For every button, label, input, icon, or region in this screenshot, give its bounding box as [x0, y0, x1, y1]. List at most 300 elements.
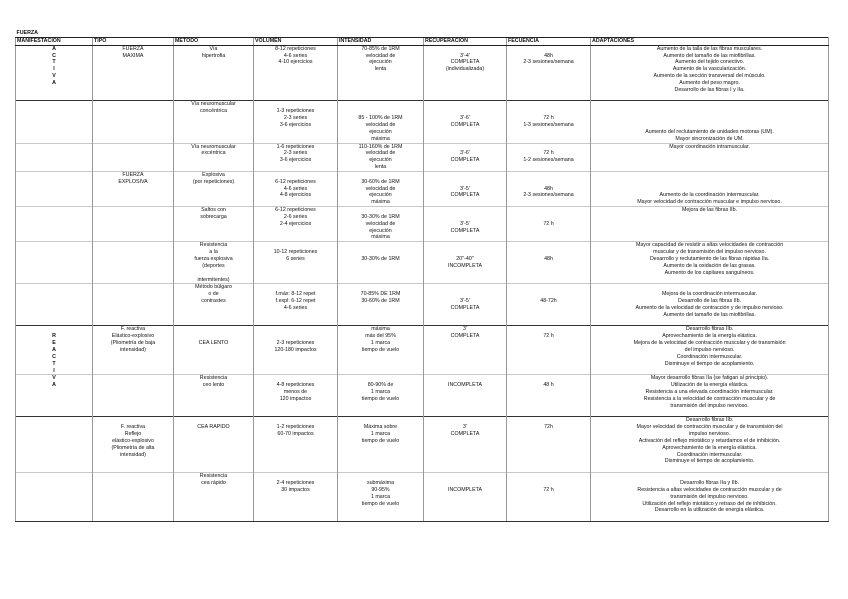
cell-tipo — [93, 94, 174, 101]
cell-metodo: Resistencia — [174, 375, 254, 382]
table-row — [16, 507, 829, 514]
cell-manifestacion — [16, 179, 93, 186]
cell-recuperacion — [424, 249, 507, 256]
cell-metodo: (deportes — [174, 263, 254, 270]
cell-intensidad — [338, 452, 424, 459]
cell-recuperacion — [424, 445, 507, 452]
cell-tipo — [93, 228, 174, 235]
cell-metodo — [174, 234, 254, 241]
title-row — [16, 30, 829, 37]
table-row — [16, 487, 829, 494]
cell-volumen — [254, 445, 338, 452]
cell-frecuencia — [507, 45, 591, 52]
cell-frecuencia — [507, 319, 591, 326]
cell-recuperacion: 20''-40'' — [424, 256, 507, 263]
cell-manifestacion — [16, 438, 93, 445]
cell-metodo — [174, 410, 254, 417]
cell-metodo — [174, 199, 254, 206]
cell-recuperacion: COMPLETA — [424, 157, 507, 164]
cell-recuperacion — [424, 291, 507, 298]
cell-volumen: 4-10 ejercicios — [254, 59, 338, 66]
cell-volumen — [254, 354, 338, 361]
cell-recuperacion — [424, 101, 507, 108]
cell-recuperacion — [424, 361, 507, 368]
cell-adaptaciones: Aumento de la talla de las fibras musculares. — [591, 45, 829, 52]
cell-metodo: Vía neuromuscular — [174, 143, 254, 150]
cell-volumen: 120-180 impactos — [254, 347, 338, 354]
cell-manifestacion — [16, 199, 93, 206]
cell-volumen: f.expl: 6-12 repet — [254, 298, 338, 305]
cell-tipo — [93, 66, 174, 73]
cell-manifestacion — [16, 228, 93, 235]
cell-volumen: 2-6 series — [254, 214, 338, 221]
cell-frecuencia — [507, 312, 591, 319]
cell-intensidad — [338, 249, 424, 256]
cell-intensidad: 110-160% de 1RM — [338, 143, 424, 150]
cell-adaptaciones: Aumento de los capilares sanguíneos. — [591, 270, 829, 277]
cell-metodo: excéntrica — [174, 150, 254, 157]
cell-frecuencia — [507, 501, 591, 508]
cell-intensidad — [338, 277, 424, 284]
table-row — [16, 94, 829, 101]
cell-volumen: 4-6 series — [254, 305, 338, 312]
cell-tipo: intensidad) — [93, 347, 174, 354]
cell-tipo: intensidad) — [93, 452, 174, 459]
cell-intensidad: máxima — [338, 234, 424, 241]
cell-volumen — [254, 263, 338, 270]
header-recuperacion: RECUPERACIÓN — [424, 37, 507, 45]
cell-tipo — [93, 361, 174, 368]
cell-metodo — [174, 514, 254, 521]
cell-intensidad — [338, 354, 424, 361]
cell-adaptaciones: Resistencia a la velocidad de contracción muscular y de — [591, 396, 829, 403]
cell-recuperacion: INCOMPLETA — [424, 487, 507, 494]
cell-adaptaciones: Aumento del peso magro. — [591, 80, 829, 87]
cell-manifestacion — [16, 473, 93, 480]
cell-recuperacion — [424, 242, 507, 249]
cell-intensidad — [338, 403, 424, 410]
cell-intensidad — [338, 270, 424, 277]
cell-frecuencia: 72h — [507, 424, 591, 431]
cell-metodo — [174, 501, 254, 508]
cell-manifestacion — [16, 242, 93, 249]
cell-frecuencia — [507, 452, 591, 459]
cell-tipo — [93, 59, 174, 66]
cell-recuperacion — [424, 87, 507, 94]
cell-recuperacion — [424, 143, 507, 150]
cell-volumen — [254, 270, 338, 277]
cell-frecuencia: 72 h — [507, 115, 591, 122]
cell-tipo: Elástico-explosivo — [93, 333, 174, 340]
cell-adaptaciones: Aumento de la oxidación de las grasas. — [591, 263, 829, 270]
cell-tipo — [93, 199, 174, 206]
table-row — [16, 221, 829, 228]
cell-manifestacion — [16, 480, 93, 487]
cell-recuperacion — [424, 214, 507, 221]
cell-frecuencia: 1-2 sesiones/semana — [507, 157, 591, 164]
cell-volumen — [254, 94, 338, 101]
cell-metodo: Resistencia — [174, 242, 254, 249]
cell-manifestacion: A — [16, 382, 93, 389]
cell-tipo — [93, 312, 174, 319]
cell-volumen — [254, 129, 338, 136]
table-row — [16, 115, 829, 122]
cell-volumen: 6-12 repeticiones — [254, 207, 338, 214]
cell-metodo — [174, 122, 254, 129]
cell-intensidad: tiempo de vuelo — [338, 501, 424, 508]
cell-frecuencia — [507, 171, 591, 178]
cell-adaptaciones: Resistencia a una elevada coordinación intermuscular. — [591, 389, 829, 396]
cell-metodo — [174, 312, 254, 319]
cell-metodo — [174, 73, 254, 80]
cell-metodo — [174, 192, 254, 199]
cell-manifestacion — [16, 101, 93, 108]
cell-adaptaciones: muscular y de transmisión del impulso nervioso. — [591, 249, 829, 256]
table-row — [16, 129, 829, 136]
cell-frecuencia — [507, 234, 591, 241]
cell-intensidad: 30-30% de 1RM — [338, 256, 424, 263]
cell-recuperacion — [424, 396, 507, 403]
cell-intensidad: máxima — [338, 326, 424, 333]
cell-metodo — [174, 157, 254, 164]
cell-adaptaciones: Desarrollo y reclutamiento de las fibras rápidas IIa. — [591, 256, 829, 263]
cell-volumen: 120 impactos — [254, 396, 338, 403]
cell-volumen — [254, 501, 338, 508]
cell-metodo: Método búlgaro — [174, 284, 254, 291]
cell-frecuencia — [507, 396, 591, 403]
cell-frecuencia: 72 h — [507, 150, 591, 157]
cell-adaptaciones: Mejora de la velocidad de contracción muscular y de transmisión — [591, 340, 829, 347]
cell-intensidad: 1 marca — [338, 340, 424, 347]
cell-manifestacion: I — [16, 368, 93, 375]
cell-manifestacion — [16, 305, 93, 312]
cell-frecuencia — [507, 375, 591, 382]
cell-adaptaciones: Mayor velocidad de contracción muscular y de transmisión del — [591, 424, 829, 431]
table-row — [16, 157, 829, 164]
cell-metodo — [174, 452, 254, 459]
cell-recuperacion: COMPLETA — [424, 431, 507, 438]
cell-tipo — [93, 101, 174, 108]
table-row — [16, 382, 829, 389]
cell-recuperacion — [424, 136, 507, 143]
cell-volumen — [254, 277, 338, 284]
cell-metodo: concéntrica — [174, 108, 254, 115]
table-row — [16, 192, 829, 199]
cell-volumen — [254, 87, 338, 94]
cell-volumen — [254, 417, 338, 424]
cell-manifestacion: C — [16, 53, 93, 60]
cell-manifestacion — [16, 277, 93, 284]
table-row — [16, 122, 829, 129]
cell-intensidad: velocidad de — [338, 150, 424, 157]
table-row — [16, 171, 829, 178]
cell-manifestacion — [16, 452, 93, 459]
table-row — [16, 396, 829, 403]
cell-adaptaciones — [591, 94, 829, 101]
cell-intensidad: ejecución — [338, 157, 424, 164]
cell-manifestacion — [16, 424, 93, 431]
cell-frecuencia — [507, 214, 591, 221]
cell-adaptaciones: Aumento de la vascularización. — [591, 66, 829, 73]
cell-manifestacion: A — [16, 347, 93, 354]
cell-tipo — [93, 263, 174, 270]
cell-tipo — [93, 375, 174, 382]
table-row — [16, 298, 829, 305]
cell-volumen — [254, 458, 338, 465]
cell-intensidad: 70-85% de 1RM — [338, 45, 424, 52]
cell-intensidad: 1 marca — [338, 494, 424, 501]
table-row — [16, 263, 829, 270]
cell-frecuencia — [507, 445, 591, 452]
cell-manifestacion — [16, 136, 93, 143]
cell-frecuencia: 2-3 sesiones/semana — [507, 192, 591, 199]
cell-recuperacion — [424, 438, 507, 445]
cell-intensidad — [338, 417, 424, 424]
cell-frecuencia — [507, 80, 591, 87]
cell-manifestacion — [16, 458, 93, 465]
cell-tipo — [93, 473, 174, 480]
cell-volumen — [254, 452, 338, 459]
cell-frecuencia: 72 h — [507, 221, 591, 228]
cell-manifestacion — [16, 389, 93, 396]
cell-tipo — [93, 403, 174, 410]
cell-metodo — [174, 186, 254, 193]
cell-tipo — [93, 319, 174, 326]
cell-intensidad: velocidad de — [338, 122, 424, 129]
cell-manifestacion — [16, 326, 93, 333]
cell-recuperacion: 3'-4' — [424, 53, 507, 60]
cell-metodo: hipertrofia — [174, 53, 254, 60]
cell-tipo: F. reactiva — [93, 326, 174, 333]
cell-intensidad: lenta — [338, 164, 424, 171]
table-row — [16, 424, 829, 431]
cell-frecuencia — [507, 326, 591, 333]
cell-volumen — [254, 66, 338, 73]
table-row — [16, 445, 829, 452]
cell-adaptaciones: Mayor velocidad de contracción muscular e impulso nervioso. — [591, 199, 829, 206]
table-row — [16, 101, 829, 108]
cell-recuperacion: INCOMPLETA — [424, 382, 507, 389]
cell-frecuencia — [507, 249, 591, 256]
cell-intensidad: 30-60% de 1RM — [338, 179, 424, 186]
cell-recuperacion — [424, 234, 507, 241]
cell-metodo: Vía — [174, 45, 254, 52]
cell-frecuencia — [507, 101, 591, 108]
cell-intensidad: velocidad de — [338, 221, 424, 228]
table-row — [16, 431, 829, 438]
table-row — [16, 228, 829, 235]
cell-metodo — [174, 494, 254, 501]
cell-intensidad — [338, 242, 424, 249]
cell-frecuencia — [507, 507, 591, 514]
cell-tipo — [93, 417, 174, 424]
cell-metodo — [174, 361, 254, 368]
cell-recuperacion: COMPLETA — [424, 305, 507, 312]
header-metodo: MÉTODO — [174, 37, 254, 45]
cell-intensidad — [338, 80, 424, 87]
table-row — [16, 87, 829, 94]
cell-tipo — [93, 284, 174, 291]
cell-manifestacion: V — [16, 375, 93, 382]
cell-intensidad — [338, 73, 424, 80]
cell-frecuencia — [507, 263, 591, 270]
cell-frecuencia — [507, 389, 591, 396]
cell-tipo — [93, 80, 174, 87]
cell-volumen — [254, 284, 338, 291]
cell-tipo: (Pliometría de alta — [93, 445, 174, 452]
cell-adaptaciones: Desarrollo fibras IIa y IIb. — [591, 480, 829, 487]
cell-adaptaciones: Aprovechamiento de la energía elástica. — [591, 445, 829, 452]
table-row — [16, 242, 829, 249]
cell-metodo: o de — [174, 291, 254, 298]
cell-manifestacion — [16, 192, 93, 199]
cell-adaptaciones: Aumento de la coordinación intermuscular. — [591, 192, 829, 199]
cell-recuperacion — [424, 410, 507, 417]
cell-metodo — [174, 403, 254, 410]
cell-intensidad — [338, 458, 424, 465]
table-row — [16, 66, 829, 73]
cell-tipo — [93, 480, 174, 487]
cell-volumen — [254, 80, 338, 87]
cell-metodo — [174, 354, 254, 361]
table-row — [16, 347, 829, 354]
cell-intensidad: ejecución — [338, 59, 424, 66]
cell-manifestacion — [16, 214, 93, 221]
cell-frecuencia — [507, 108, 591, 115]
cell-frecuencia — [507, 94, 591, 101]
cell-recuperacion: COMPLETA — [424, 333, 507, 340]
table-row — [16, 333, 829, 340]
cell-adaptaciones: Mayor capacidad de resistir a altas velocidades de contracción — [591, 242, 829, 249]
cell-manifestacion — [16, 487, 93, 494]
cell-intensidad — [338, 263, 424, 270]
cell-volumen: 6-12 repeticiones — [254, 179, 338, 186]
table-row — [16, 214, 829, 221]
strength-training-table — [15, 30, 829, 522]
cell-volumen — [254, 361, 338, 368]
cell-adaptaciones: Aumento de la velocidad de contracción y de impulso nervioso. — [591, 305, 829, 312]
cell-metodo — [174, 228, 254, 235]
cell-intensidad — [338, 101, 424, 108]
cell-metodo — [174, 445, 254, 452]
cell-tipo — [93, 277, 174, 284]
cell-tipo — [93, 389, 174, 396]
cell-volumen: 6 series — [254, 256, 338, 263]
cell-adaptaciones: Activación del reflejo miotático y retardamos el de inhibición. — [591, 438, 829, 445]
header-intensidad: INTENSIDAD — [338, 37, 424, 45]
cell-recuperacion — [424, 403, 507, 410]
cell-frecuencia — [507, 480, 591, 487]
cell-manifestacion — [16, 396, 93, 403]
cell-frecuencia — [507, 199, 591, 206]
cell-metodo: sobrecarga — [174, 214, 254, 221]
cell-intensidad: 30-30% de 1RM — [338, 214, 424, 221]
cell-frecuencia — [507, 494, 591, 501]
cell-volumen — [254, 333, 338, 340]
cell-tipo — [93, 122, 174, 129]
cell-metodo — [174, 80, 254, 87]
cell-adaptaciones — [591, 150, 829, 157]
cell-intensidad: máxima — [338, 136, 424, 143]
cell-recuperacion — [424, 73, 507, 80]
cell-recuperacion — [424, 179, 507, 186]
cell-frecuencia — [507, 136, 591, 143]
cell-metodo — [174, 347, 254, 354]
cell-recuperacion — [424, 514, 507, 521]
cell-tipo — [93, 143, 174, 150]
cell-intensidad — [338, 507, 424, 514]
cell-volumen — [254, 319, 338, 326]
cell-adaptaciones — [591, 186, 829, 193]
cell-frecuencia: 48h — [507, 186, 591, 193]
cell-recuperacion — [424, 108, 507, 115]
cell-adaptaciones — [591, 115, 829, 122]
cell-tipo — [93, 494, 174, 501]
cell-volumen — [254, 73, 338, 80]
cell-tipo: FUERZA — [93, 171, 174, 178]
cell-metodo — [174, 465, 254, 472]
cell-manifestacion — [16, 284, 93, 291]
table-row — [16, 291, 829, 298]
cell-intensidad — [338, 312, 424, 319]
cell-manifestacion — [16, 171, 93, 178]
cell-manifestacion — [16, 403, 93, 410]
cell-tipo — [93, 150, 174, 157]
cell-manifestacion — [16, 150, 93, 157]
table-row — [16, 164, 829, 171]
cell-manifestacion — [16, 465, 93, 472]
cell-adaptaciones — [591, 465, 829, 472]
cell-recuperacion: 3'-6' — [424, 115, 507, 122]
cell-tipo — [93, 487, 174, 494]
cell-recuperacion: 3' — [424, 326, 507, 333]
cell-frecuencia — [507, 417, 591, 424]
cell-adaptaciones: Aumento del reclutamiento de unidades motoras (UM). — [591, 129, 829, 136]
cell-intensidad: lenta — [338, 66, 424, 73]
cell-volumen: 10-12 repeticiones — [254, 249, 338, 256]
cell-metodo — [174, 59, 254, 66]
table-row — [16, 473, 829, 480]
cell-volumen — [254, 494, 338, 501]
table-row — [16, 305, 829, 312]
cell-adaptaciones — [591, 157, 829, 164]
cell-metodo: fuerza explosiva — [174, 256, 254, 263]
cell-recuperacion — [424, 207, 507, 214]
cell-adaptaciones: transmisión del impulso nervioso. — [591, 403, 829, 410]
cell-volumen — [254, 465, 338, 472]
cell-tipo — [93, 298, 174, 305]
table-row — [16, 45, 829, 52]
cell-metodo — [174, 319, 254, 326]
cell-volumen: 8-12 repeticiones — [254, 45, 338, 52]
cell-tipo — [93, 157, 174, 164]
cell-manifestacion — [16, 431, 93, 438]
table-row — [16, 108, 829, 115]
table-row — [16, 458, 829, 465]
cell-recuperacion: COMPLETA — [424, 59, 507, 66]
cell-metodo — [174, 94, 254, 101]
cell-recuperacion: 3'-6' — [424, 150, 507, 157]
cell-frecuencia — [507, 129, 591, 136]
table-row — [16, 59, 829, 66]
cell-metodo: (por repeticiones) — [174, 179, 254, 186]
cell-frecuencia — [507, 458, 591, 465]
cell-manifestacion — [16, 129, 93, 136]
cell-tipo — [93, 115, 174, 122]
cell-adaptaciones: Aumento de la sección transversal del músculo. — [591, 73, 829, 80]
cell-metodo — [174, 66, 254, 73]
cell-metodo: Explosiva — [174, 171, 254, 178]
